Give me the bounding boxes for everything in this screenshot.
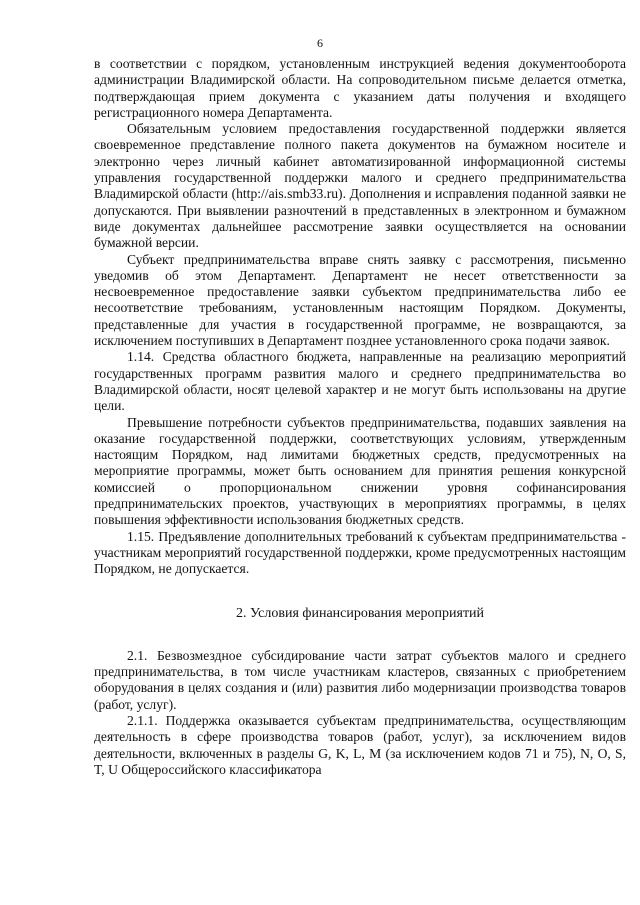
paragraph-excess-demand: Превышение потребности субъектов предпринимательства, подавших заявления на оказание государственной поддержки, соответствующих условиям, утвержденным настоящим Порядком, над лимитами бюджетных средств, предусмотренных на мероприятие программы, может быть основанием для принятия решения конкурсной комиссией о пропорциональном снижении уровня софинансирования предпринимательских проектов, участвующих в мероприятиях программы, в целях повышения эффективности использования бюджетных средств. <box>94 414 626 528</box>
paragraph-1-15: 1.15. Предъявление дополнительных требований к субъектам предпринимательства - участникам мероприятий государственной поддержки, кроме предусмотренных настоящим Порядком, не допускается. <box>94 528 626 577</box>
document-body <box>94 56 626 778</box>
paragraph-mandatory-condition: Обязательным условием предоставления государственной поддержки является своевременное представление полного пакета документов на бумажном носителе и электронно через личный кабинет автоматизированной информационной системы управления государственной поддержки малого и среднего предпринимательства Владимирской области (http://ais.smb33.ru). Дополнения и исправления поданной заявки не допускаются. При выявлении разночтений в представленных в электронном и бумажном виде документах дальнейшее рассмотрение заявки осуществляется на основании бумажной версии. <box>94 121 626 251</box>
paragraph-2-1-1: 2.1.1. Поддержка оказывается субъектам предпринимательства, осуществляющим деятельность в сфере производства товаров (работ, услуг), за исключением видов деятельности, включенных в разделы G, K, L, M (за исключением кодов 71 и 75), N, O, S, T, U Общероссийского классификатора <box>94 712 626 777</box>
paragraph-1-14: 1.14. Средства областного бюджета, направленные на реализацию мероприятий государственных программ развития малого и среднего предпринимательства во Владимирской области, носят целевой характер и не могут быть использованы на другие цели. <box>94 349 626 414</box>
paragraph-2-1: 2.1. Безвозмездное субсидирование части затрат субъектов малого и среднего предпринимательства, в том числе участникам кластеров, связанных с приобретением оборудования в целях создания и (или) развития либо модернизации производства товаров (работ, услуг). <box>94 647 626 712</box>
paragraph-withdraw-application: Субъект предпринимательства вправе снять заявку с рассмотрения, письменно уведомив об этом Департамент. Департамент не несет ответственности за несвоевременное предоставление заявки субъектом предпринимательства либо ее несоответствие требованиям, установленным настоящим Порядком. Документы, представленные для участия в государственной программе, не возвращаются, за исключением поступивших в Департамент позднее установленного срока подачи заявок. <box>94 251 626 349</box>
section-heading: 2. Условия финансирования мероприятий <box>235 605 485 621</box>
paragraph-continuation: в соответствии с порядком, установленным инструкцией ведения документооборота администрации Владимирской области. На сопроводительном письме делается отметка, подтверждающая прием документа с указанием даты получения и входящего регистрационного номера Департамента. <box>94 56 626 120</box>
page-number: 6 <box>317 36 323 50</box>
